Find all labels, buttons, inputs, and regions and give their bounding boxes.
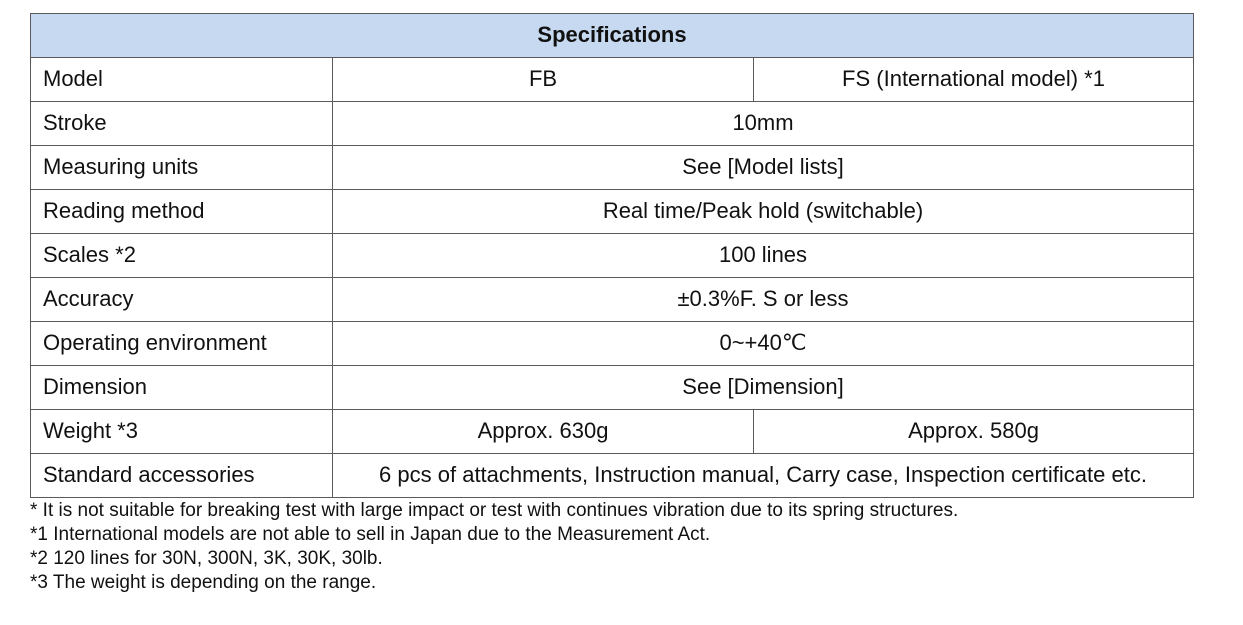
cell-model-fb: FB xyxy=(333,58,754,102)
table-row xyxy=(31,278,1194,322)
cell-reading-method: Real time/Peak hold (switchable) xyxy=(333,190,1194,234)
footnote-general: * It is not suitable for breaking test with large impact or test with continues vibration due to its spring structures. xyxy=(30,500,959,521)
cell-standard-accessories: 6 pcs of attachments, Instruction manual, Carry case, Inspection certificate etc. xyxy=(333,454,1194,498)
cell-weight-fs: Approx. 580g xyxy=(754,410,1194,454)
table-row xyxy=(31,102,1194,146)
footnote-2: *2 120 lines for 30N, 300N, 3K, 30K, 30lb. xyxy=(30,548,383,569)
cell-scales: 100 lines xyxy=(333,234,1194,278)
cell-model-fs: FS (International model) *1 xyxy=(754,58,1194,102)
table-row xyxy=(31,322,1194,366)
table-row xyxy=(31,410,1194,454)
table-title: Specifications xyxy=(31,14,1194,58)
cell-measuring-units: See [Model lists] xyxy=(333,146,1194,190)
row-label-scales: Scales *2 xyxy=(31,234,333,278)
table-row xyxy=(31,366,1194,410)
row-label-reading-method: Reading method xyxy=(31,190,333,234)
specifications-table xyxy=(30,13,1194,498)
cell-weight-fb: Approx. 630g xyxy=(333,410,754,454)
table-row xyxy=(31,146,1194,190)
table-row xyxy=(31,454,1194,498)
row-label-dimension: Dimension xyxy=(31,366,333,410)
row-label-model: Model xyxy=(31,58,333,102)
cell-operating-environment: 0~+40℃ xyxy=(333,322,1194,366)
table-header-row xyxy=(31,14,1194,58)
footnote-1: *1 International models are not able to sell in Japan due to the Measurement Act. xyxy=(30,524,711,545)
footnote-3: *3 The weight is depending on the range. xyxy=(30,572,377,593)
cell-dimension: See [Dimension] xyxy=(333,366,1194,410)
table-row xyxy=(31,190,1194,234)
table-row xyxy=(31,234,1194,278)
cell-stroke: 10mm xyxy=(333,102,1194,146)
row-label-standard-accessories: Standard accessories xyxy=(31,454,333,498)
row-label-weight: Weight *3 xyxy=(31,410,333,454)
table-row xyxy=(31,58,1194,102)
footnotes xyxy=(30,499,958,595)
row-label-measuring-units: Measuring units xyxy=(31,146,333,190)
cell-accuracy: ±0.3%F. S or less xyxy=(333,278,1194,322)
row-label-accuracy: Accuracy xyxy=(31,278,333,322)
row-label-stroke: Stroke xyxy=(31,102,333,146)
row-label-operating-environment: Operating environment xyxy=(31,322,333,366)
